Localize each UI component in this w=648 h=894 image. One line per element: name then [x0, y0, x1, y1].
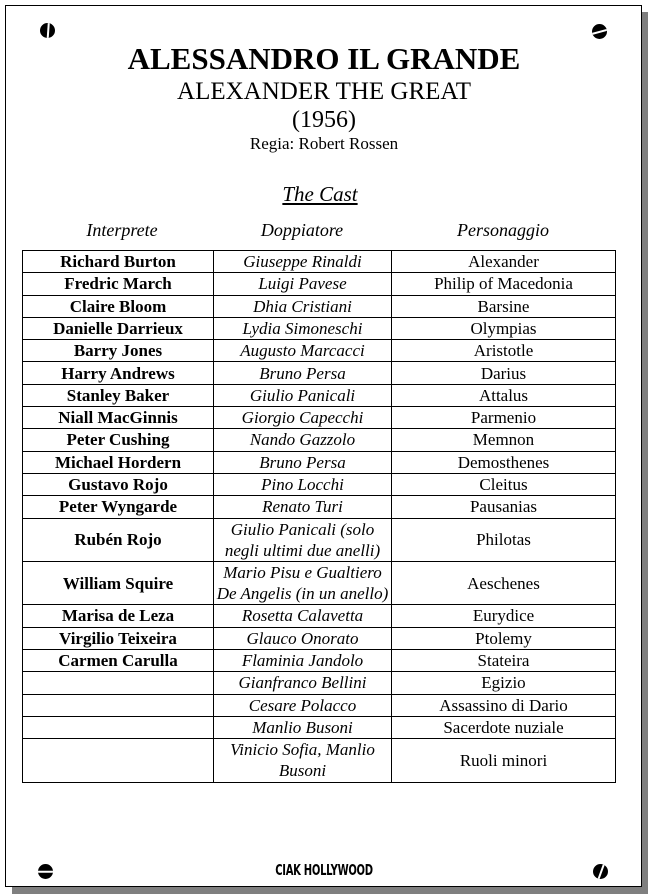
actor-cell: Gustavo Rojo — [23, 473, 214, 495]
title-italian: ALESSANDRO IL GRANDE — [127, 41, 521, 76]
dubber-cell: Giulio Panicali (solo negli ultimi due anelli) — [214, 518, 392, 561]
dubber-cell: Glauco Onorato — [214, 627, 392, 649]
character-cell: Philotas — [392, 518, 616, 561]
plate-shadow-bottom — [12, 887, 648, 894]
column-header-doppiatore: Doppiatore — [260, 220, 344, 240]
dubber-cell: Gianfranco Bellini — [214, 672, 392, 694]
character-cell: Sacerdote nuziale — [392, 716, 616, 738]
dubber-cell: Nando Gazzolo — [214, 429, 392, 451]
dubber-cell: Pino Locchi — [214, 473, 392, 495]
dubber-cell: Bruno Persa — [214, 451, 392, 473]
actor-cell: William Squire — [23, 561, 214, 604]
release-year: (1956) — [292, 107, 356, 133]
character-cell: Darius — [392, 362, 616, 384]
actor-cell: Barry Jones — [23, 340, 214, 362]
dubber-cell: Rosetta Calavetta — [214, 605, 392, 627]
actor-cell: Niall MacGinnis — [23, 407, 214, 429]
column-header-interprete: Interprete — [86, 220, 158, 240]
character-cell: Philip of Macedonia — [392, 273, 616, 295]
character-cell: Aristotle — [392, 340, 616, 362]
title-english: ALEXANDER THE GREAT — [177, 78, 471, 105]
dubber-cell: Renato Turi — [214, 496, 392, 518]
actor-cell: Claire Bloom — [23, 295, 214, 317]
cast-row — [23, 317, 616, 339]
character-cell: Alexander — [392, 251, 616, 273]
character-cell: Aeschenes — [392, 561, 616, 604]
dubber-cell: Giorgio Capecchi — [214, 407, 392, 429]
character-cell: Demosthenes — [392, 451, 616, 473]
actor-cell: Michael Hordern — [23, 451, 214, 473]
character-cell: Olympias — [392, 317, 616, 339]
actor-cell — [23, 716, 214, 738]
actor-cell: Virgilio Teixeira — [23, 627, 214, 649]
cast-row — [23, 473, 616, 495]
actor-cell: Harry Andrews — [23, 362, 214, 384]
actor-cell — [23, 694, 214, 716]
actor-cell — [23, 739, 214, 782]
actor-cell: Fredric March — [23, 273, 214, 295]
dubber-cell: Cesare Polacco — [214, 694, 392, 716]
character-cell: Pausanias — [392, 496, 616, 518]
cast-row — [23, 649, 616, 671]
dubber-cell: Lydia Simoneschi — [214, 317, 392, 339]
actor-cell: Danielle Darrieux — [23, 317, 214, 339]
character-cell: Parmenio — [392, 407, 616, 429]
actor-cell: Richard Burton — [23, 251, 214, 273]
character-cell: Barsine — [392, 295, 616, 317]
screw-icon — [40, 23, 55, 38]
cast-row — [23, 672, 616, 694]
cast-row — [23, 561, 616, 604]
dubber-cell: Giulio Panicali — [214, 384, 392, 406]
character-cell: Ptolemy — [392, 627, 616, 649]
cast-heading-text: The Cast — [282, 182, 358, 206]
cast-row — [23, 451, 616, 473]
cast-row — [23, 429, 616, 451]
dubber-cell: Vinicio Sofia, Manlio Busoni — [214, 739, 392, 782]
cast-row — [23, 340, 616, 362]
cast-row — [23, 518, 616, 561]
cast-row — [23, 273, 616, 295]
dubber-cell: Bruno Persa — [214, 362, 392, 384]
cast-table — [22, 250, 616, 783]
character-cell: Eurydice — [392, 605, 616, 627]
cast-row — [23, 295, 616, 317]
dubber-cell: Dhia Cristiani — [214, 295, 392, 317]
cast-row — [23, 384, 616, 406]
ciak-hollywood-logo: CIAK HOLLYWOOD — [275, 863, 373, 880]
actor-cell: Stanley Baker — [23, 384, 214, 406]
character-cell: Stateira — [392, 649, 616, 671]
character-cell: Egizio — [392, 672, 616, 694]
cast-row — [23, 496, 616, 518]
dubber-cell: Luigi Pavese — [214, 273, 392, 295]
director-credit: Regia: Robert Rossen — [249, 134, 399, 153]
actor-cell: Rubén Rojo — [23, 518, 214, 561]
cast-row — [23, 407, 616, 429]
column-header-personaggio: Personaggio — [457, 220, 549, 240]
character-cell: Assassino di Dario — [392, 694, 616, 716]
actor-cell — [23, 672, 214, 694]
dubber-cell: Flaminia Jandolo — [214, 649, 392, 671]
character-cell: Ruoli minori — [392, 739, 616, 782]
actor-cell: Marisa de Leza — [23, 605, 214, 627]
character-cell: Cleitus — [392, 473, 616, 495]
cast-row — [23, 251, 616, 273]
character-cell: Attalus — [392, 384, 616, 406]
cast-row — [23, 739, 616, 782]
dubber-cell: Giuseppe Rinaldi — [214, 251, 392, 273]
dubber-cell: Mario Pisu e Gualtiero De Angelis (in un anello) — [214, 561, 392, 604]
actor-cell: Carmen Carulla — [23, 649, 214, 671]
cast-row — [23, 362, 616, 384]
dubber-cell: Manlio Busoni — [214, 716, 392, 738]
actor-cell: Peter Cushing — [23, 429, 214, 451]
dubber-cell: Augusto Marcacci — [214, 340, 392, 362]
cast-row — [23, 694, 616, 716]
screw-icon — [592, 24, 607, 39]
actor-cell: Peter Wyngarde — [23, 496, 214, 518]
cast-heading — [0, 182, 640, 206]
character-cell: Memnon — [392, 429, 616, 451]
cast-row — [23, 627, 616, 649]
cast-row — [23, 605, 616, 627]
cast-row — [23, 716, 616, 738]
